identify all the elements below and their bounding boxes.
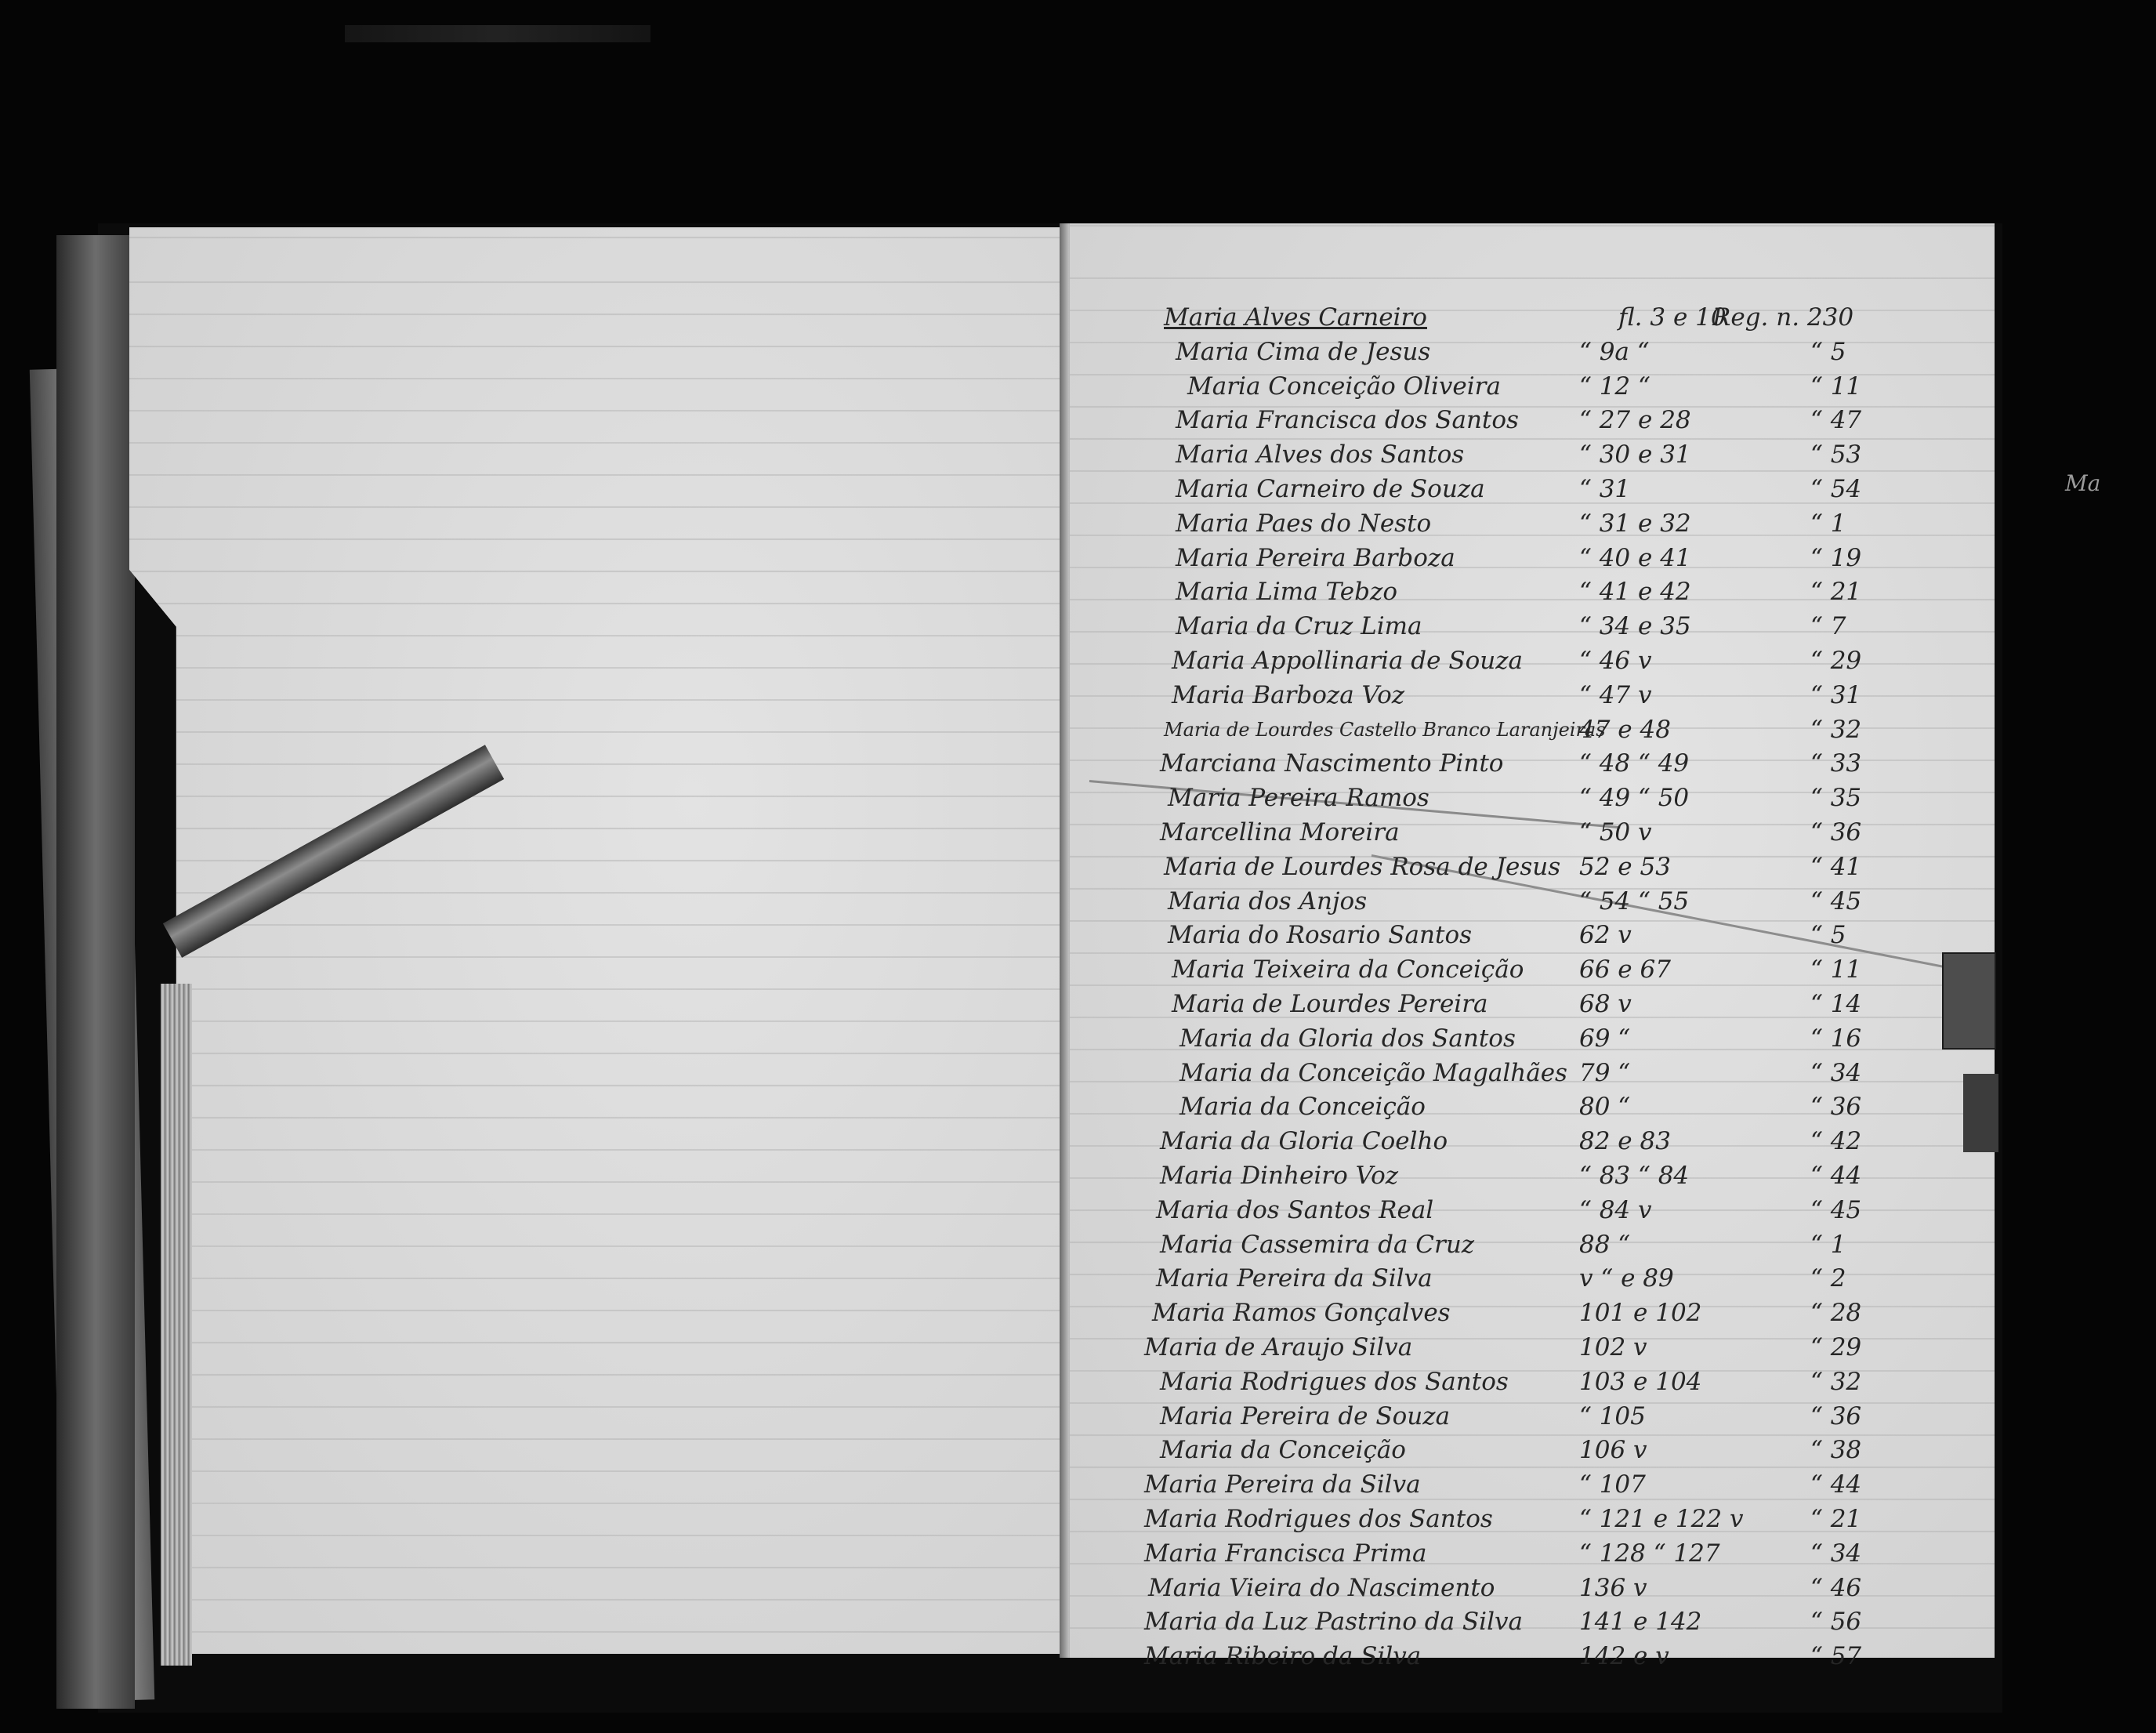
entry-pages: 66 e 67	[1579, 955, 1671, 984]
entry-pages: “ 121 e 122 v	[1579, 1505, 1744, 1533]
entry-pages: v “ e 89	[1579, 1264, 1674, 1293]
entry-pages: 52 e 53	[1579, 852, 1671, 881]
entry-name: Maria Rodrigues dos Santos	[1144, 1505, 1493, 1533]
ledger-row	[1070, 508, 1995, 539]
entry-number: “ 36	[1810, 1093, 1862, 1122]
entry-pages: “ 34 e 35	[1579, 612, 1691, 641]
entry-number: “ 29	[1810, 1333, 1862, 1361]
entry-pages: 80 “	[1579, 1093, 1631, 1122]
ledger-row	[1070, 988, 1995, 1020]
ledger-row	[1070, 302, 1995, 333]
entry-number: “ 42	[1810, 1127, 1862, 1156]
entry-number: “ 45	[1810, 1195, 1862, 1224]
ledger-row	[1070, 473, 1995, 505]
entry-name: Maria de Lourdes Castello Branco Laranjeiras	[1164, 718, 1606, 741]
entry-name: Maria Pereira de Souza	[1160, 1401, 1451, 1430]
ledger-row	[1070, 1434, 1995, 1466]
entry-name: Maria da Conceição	[1179, 1093, 1426, 1122]
ledger-row	[1070, 954, 1995, 985]
ledger-row	[1070, 748, 1995, 779]
ledger-row	[1070, 1332, 1995, 1363]
entry-name: Maria Paes do Nesto	[1176, 509, 1432, 538]
entry-pages: 103 e 104	[1579, 1367, 1702, 1396]
entry-pages: fl. 3 e 10	[1618, 303, 1727, 332]
page-edge-leaves	[56, 235, 135, 1709]
ledger-row	[1070, 1160, 1995, 1191]
entry-name: Maria Pereira da Silva	[1156, 1264, 1433, 1293]
entry-number: “ 7	[1810, 612, 1846, 641]
entry-name: Maria Vieira do Nascimento	[1148, 1573, 1495, 1602]
entry-pages: 62 v	[1579, 921, 1632, 950]
entry-number: “ 53	[1810, 441, 1862, 470]
entry-pages: “ 107	[1579, 1470, 1646, 1499]
entry-number: “ 19	[1810, 543, 1862, 572]
ledger-row	[1070, 1366, 1995, 1398]
entry-pages: “ 41 e 42	[1579, 578, 1691, 607]
entry-name: Maria Ribeiro da Silva	[1144, 1642, 1422, 1671]
entry-number: “ 45	[1810, 886, 1862, 915]
ledger-row	[1070, 714, 1995, 745]
ledger-row	[1070, 542, 1995, 574]
entry-name: Maria Barboza Voz	[1172, 680, 1405, 709]
entry-pages: “ 47 v	[1579, 680, 1652, 709]
entry-number: “ 46	[1810, 1573, 1862, 1602]
ledger-row	[1070, 1263, 1995, 1294]
ledger-row	[1070, 1641, 1995, 1672]
entry-name: Maria Francisca Prima	[1144, 1539, 1427, 1568]
entry-number: “ 31	[1810, 680, 1862, 709]
entry-name: Maria Francisca dos Santos	[1176, 406, 1519, 435]
entry-pages: 142 e v	[1579, 1642, 1669, 1671]
entry-name: Maria dos Anjos	[1168, 886, 1368, 915]
entry-name: Maria Cima de Jesus	[1176, 337, 1431, 366]
ledger-row	[1070, 611, 1995, 642]
ledger-row	[1070, 336, 1995, 368]
entry-pages: “ 40 e 41	[1579, 543, 1691, 572]
entry-number: “ 56	[1810, 1608, 1862, 1637]
entry-pages: 101 e 102	[1579, 1299, 1702, 1328]
entry-name: Maria da Conceição	[1160, 1436, 1406, 1465]
ledger-row	[1070, 851, 1995, 883]
entry-name: Maria da Cruz Lima	[1176, 612, 1422, 641]
top-strip	[345, 25, 650, 42]
ledger-row	[1070, 1503, 1995, 1535]
entry-number: “ 44	[1810, 1162, 1862, 1190]
entry-name: Marcellina Moreira	[1160, 818, 1400, 847]
entry-name: Maria Pereira da Silva	[1144, 1470, 1421, 1499]
ledger-row	[1070, 1297, 1995, 1329]
ledger-row	[1070, 645, 1995, 676]
ledger-row	[1070, 680, 1995, 711]
entry-name: Maria de Araujo Silva	[1144, 1333, 1413, 1361]
entry-pages: “ 128 “ 127	[1579, 1539, 1720, 1568]
entry-number: “ 2	[1810, 1264, 1846, 1293]
entry-name: Maria Alves Carneiro	[1164, 303, 1427, 332]
entry-number: “ 11	[1810, 955, 1862, 984]
ledger-row	[1070, 371, 1995, 402]
entry-name: Maria Pereira Barboza	[1176, 543, 1455, 572]
entry-number: “ 28	[1810, 1299, 1862, 1328]
entry-name: Maria Rodrigues dos Santos	[1160, 1367, 1509, 1396]
entry-name: Maria da Conceição Magalhães	[1179, 1058, 1567, 1087]
entry-number: “ 34	[1810, 1539, 1862, 1568]
ledger-row	[1070, 1538, 1995, 1569]
entry-pages: 79 “	[1579, 1058, 1631, 1087]
entry-number: “ 21	[1810, 1505, 1862, 1533]
entry-name: Maria Pereira Ramos	[1168, 784, 1429, 813]
entry-name: Maria Dinheiro Voz	[1160, 1162, 1399, 1190]
margin-note: Ma	[2065, 470, 2101, 496]
ledger-row	[1070, 1195, 1995, 1226]
ledger-row	[1070, 1023, 1995, 1054]
entry-name: Maria dos Santos Real	[1156, 1195, 1434, 1224]
entry-number: “ 34	[1810, 1058, 1862, 1087]
entry-number: “ 35	[1810, 784, 1862, 813]
ledger-row	[1070, 1126, 1995, 1157]
entry-number: “ 36	[1810, 818, 1862, 847]
entry-number: “ 29	[1810, 647, 1862, 675]
ledger-row	[1070, 1091, 1995, 1122]
entry-name: Maria de Lourdes Rosa de Jesus	[1164, 852, 1561, 881]
entry-number: “ 32	[1810, 1367, 1862, 1396]
page-stack-edge	[161, 984, 192, 1666]
entry-name: Maria da Gloria Coelho	[1160, 1127, 1448, 1156]
entry-name: Maria Cassemira da Cruz	[1160, 1230, 1475, 1259]
entry-number: “ 32	[1810, 715, 1862, 744]
left-page	[129, 227, 1068, 1654]
entry-number: “ 16	[1810, 1024, 1862, 1053]
entry-pages: 102 v	[1579, 1333, 1647, 1361]
ledger-row	[1070, 1572, 1995, 1604]
ledger-row	[1070, 1469, 1995, 1500]
entry-pages: “ 50 v	[1579, 818, 1652, 847]
entry-pages: 136 v	[1579, 1573, 1647, 1602]
entry-pages: 106 v	[1579, 1436, 1647, 1465]
entry-name: Maria Appollinaria de Souza	[1172, 647, 1524, 675]
entry-pages: “ 27 e 28	[1579, 406, 1691, 435]
entry-pages: “ 9a “	[1579, 337, 1650, 366]
ledger-row	[1070, 1229, 1995, 1260]
entry-pages: “ 84 v	[1579, 1195, 1652, 1224]
entry-name: Maria Lima Tebzo	[1176, 578, 1397, 607]
ledger-row	[1070, 576, 1995, 607]
entry-number: “ 14	[1810, 990, 1862, 1018]
entry-number: “ 11	[1810, 372, 1862, 401]
entry-number: “ 5	[1810, 921, 1846, 950]
entry-number: “ 38	[1810, 1436, 1862, 1465]
entry-pages: 141 e 142	[1579, 1608, 1702, 1637]
entry-number: Reg. n. 230	[1712, 303, 1854, 332]
ledger-row	[1070, 919, 1995, 951]
entry-pages: “ 12 “	[1579, 372, 1651, 401]
entry-number: “ 1	[1810, 509, 1846, 538]
entry-number: “ 47	[1810, 406, 1862, 435]
entry-name: Maria Teixeira da Conceição	[1172, 955, 1524, 984]
entry-name: Maria Alves dos Santos	[1176, 441, 1465, 470]
entry-name: Marciana Nascimento Pinto	[1160, 749, 1504, 778]
ledger-row	[1070, 1057, 1995, 1089]
entry-pages: 47 e 48	[1579, 715, 1671, 744]
entry-name: Maria do Rosario Santos	[1168, 921, 1473, 950]
entry-pages: “ 31	[1579, 475, 1631, 503]
entry-number: “ 54	[1810, 475, 1862, 503]
entry-name: Maria Conceição Oliveira	[1187, 372, 1501, 401]
entry-number: “ 57	[1810, 1642, 1862, 1671]
entry-name: Maria Ramos Gonçalves	[1152, 1299, 1451, 1328]
entry-number: “ 44	[1810, 1470, 1862, 1499]
entry-pages: 82 e 83	[1579, 1127, 1671, 1156]
entry-pages: “ 49 “ 50	[1579, 784, 1690, 813]
entry-pages: “ 46 v	[1579, 647, 1652, 675]
entry-number: “ 36	[1810, 1401, 1862, 1430]
entry-pages: 88 “	[1579, 1230, 1631, 1259]
ledger-row	[1070, 1401, 1995, 1432]
entry-pages: “ 83 “ 84	[1579, 1162, 1690, 1190]
entry-number: “ 41	[1810, 852, 1862, 881]
entry-name: Maria Carneiro de Souza	[1176, 475, 1485, 503]
ledger-row	[1070, 886, 1995, 917]
entry-name: Maria da Luz Pastrino da Silva	[1144, 1608, 1523, 1637]
ledger-row	[1070, 404, 1995, 436]
entry-number: “ 5	[1810, 337, 1846, 366]
entry-pages: “ 48 “ 49	[1579, 749, 1690, 778]
entry-number: “ 33	[1810, 749, 1862, 778]
ledger-row	[1070, 817, 1995, 848]
ledger-row	[1070, 782, 1995, 814]
entry-pages: 69 “	[1579, 1024, 1631, 1053]
ledger-row	[1070, 1606, 1995, 1637]
entry-pages: 68 v	[1579, 990, 1632, 1018]
entry-name: Maria da Gloria dos Santos	[1179, 1024, 1516, 1053]
ledger-row	[1070, 439, 1995, 470]
entry-pages: “ 105	[1579, 1401, 1646, 1430]
entry-name: Maria de Lourdes Pereira	[1172, 990, 1488, 1018]
entry-number: “ 21	[1810, 578, 1862, 607]
entry-pages: “ 31 e 32	[1579, 509, 1691, 538]
entry-pages: “ 54 “ 55	[1579, 886, 1690, 915]
entry-pages: “ 30 e 31	[1579, 441, 1691, 470]
entry-number: “ 1	[1810, 1230, 1846, 1259]
